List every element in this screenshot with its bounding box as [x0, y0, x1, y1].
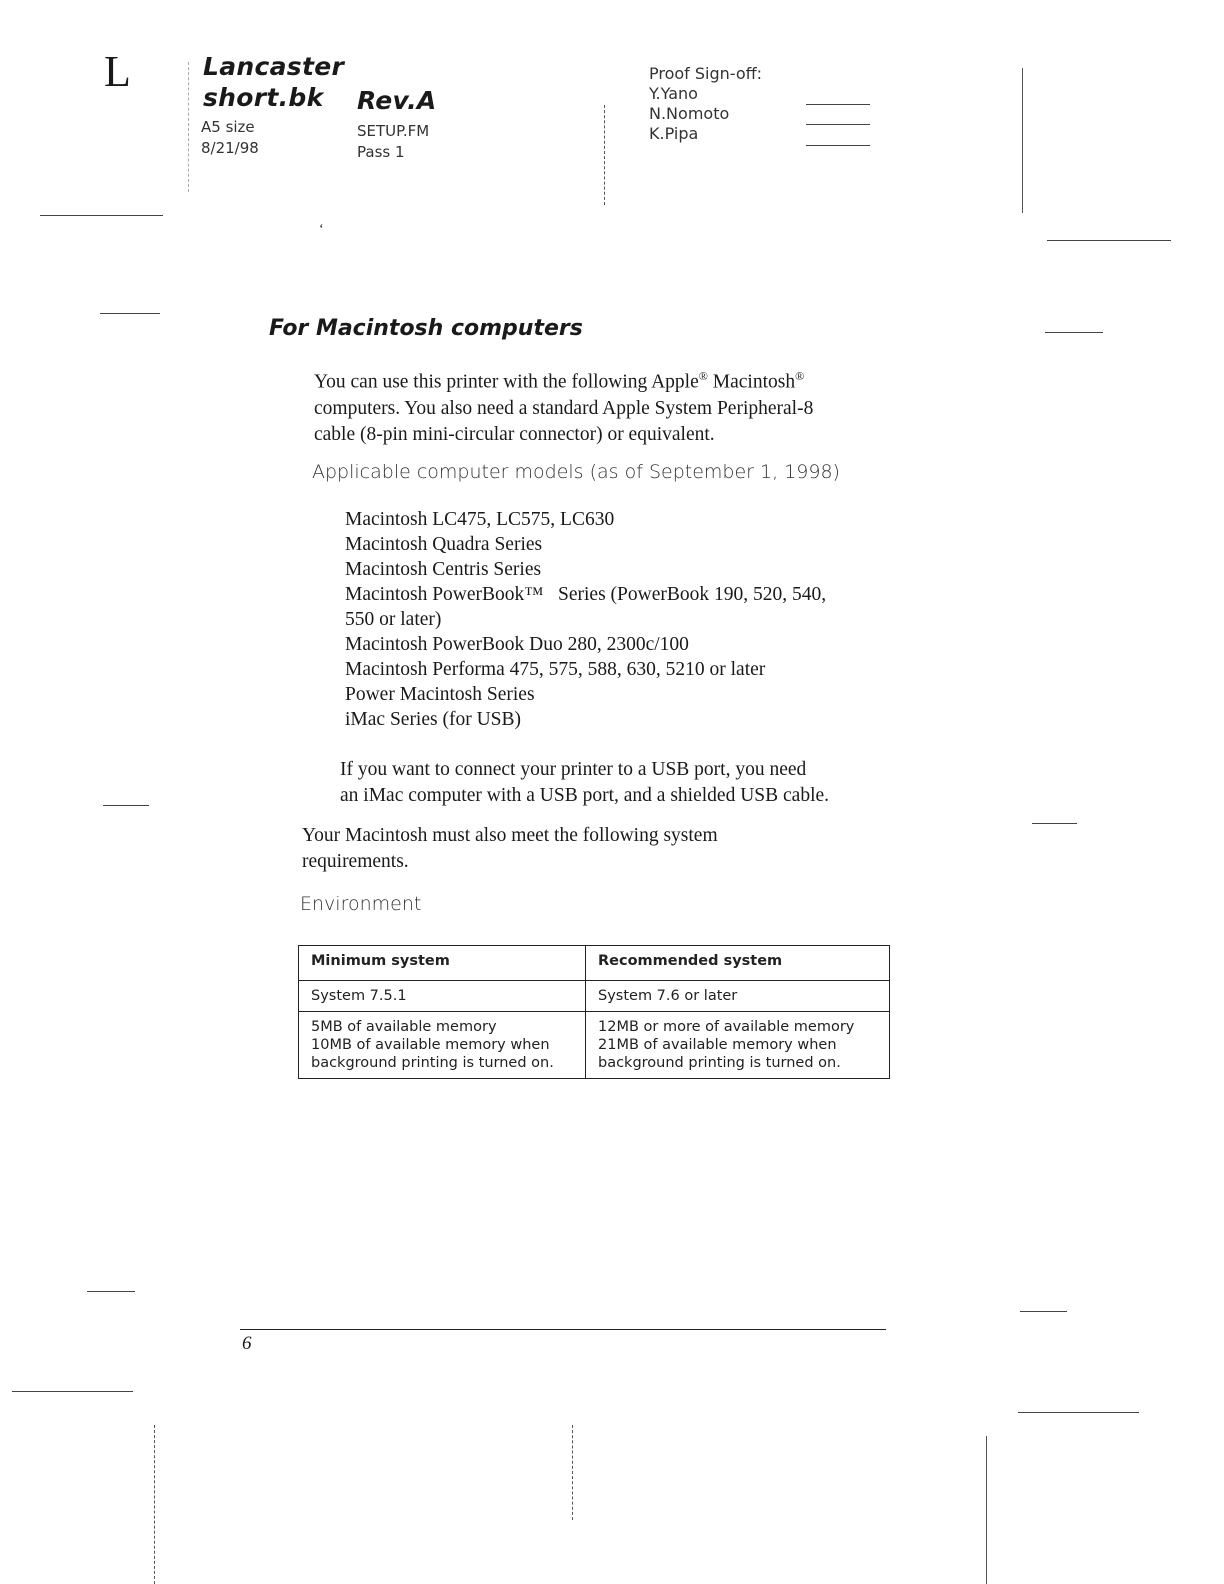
crop-mark	[154, 1425, 155, 1584]
crop-mark	[1032, 823, 1077, 824]
model-item: Power Macintosh Series	[345, 684, 535, 705]
table-row	[299, 1012, 890, 1079]
crop-mark	[1018, 1412, 1139, 1413]
intro-line: You can use this printer with the following Apple® Macintosh®	[314, 369, 805, 393]
cell-line: System 7.6 or later	[598, 988, 738, 1004]
usb-line: If you want to connect your printer to a USB port, you need	[340, 759, 807, 780]
crop-mark	[100, 313, 160, 314]
signoff-line	[806, 124, 870, 125]
model-item: Macintosh PowerBook™ Series (PowerBook 190, 520, 540,	[345, 584, 827, 605]
table-header-recommended: Recommended system	[586, 946, 890, 981]
table-row	[299, 981, 890, 1012]
signoff-line	[806, 145, 870, 146]
proof-name: K.Pipa	[649, 124, 699, 143]
cell-line: 12MB or more of available memory	[598, 1019, 855, 1035]
intro-line: computers. You also need a standard Apple System Peripheral-8	[314, 397, 814, 419]
usb-paragraph	[340, 757, 829, 809]
proof-name: Y.Yano	[649, 84, 698, 103]
model-item: iMac Series (for USB)	[345, 709, 522, 730]
proof-signoff	[649, 64, 762, 144]
proof-label: Proof Sign-off:	[649, 64, 763, 83]
page-number: 6	[242, 1333, 252, 1354]
crop-mark	[1020, 1311, 1067, 1312]
table-header-row	[299, 946, 890, 981]
model-item: Macintosh Performa 475, 575, 588, 630, 5210 or later	[345, 659, 766, 680]
model-item: 550 or later)	[345, 609, 442, 630]
crop-mark	[1047, 240, 1171, 241]
crop-mark	[1045, 332, 1103, 333]
table-cell-recommended	[586, 981, 890, 1012]
crop-mark	[604, 105, 605, 205]
header-book-file: short.bk	[203, 83, 324, 112]
signoff-line	[806, 104, 870, 105]
system-requirements-table	[298, 945, 890, 1079]
table-header-minimum: Minimum system	[299, 946, 586, 981]
crop-mark	[40, 215, 163, 216]
section-title: For Macintosh computers	[269, 316, 583, 341]
header-size: A5 size	[201, 118, 255, 136]
model-item: Macintosh Centris Series	[345, 559, 542, 580]
crop-mark	[986, 1436, 987, 1584]
crop-mark	[188, 62, 189, 192]
header-file: SETUP.FM	[357, 122, 430, 140]
requirements-paragraph	[302, 823, 718, 875]
requirements-line: requirements.	[302, 851, 409, 872]
models-list	[345, 507, 826, 732]
stray-mark: ‘	[319, 222, 324, 237]
cell-line: 10MB of available memory when	[311, 1037, 550, 1053]
footer-rule	[240, 1329, 886, 1330]
crop-mark	[1022, 68, 1023, 213]
crop-mark	[12, 1391, 133, 1392]
crop-mark	[572, 1425, 573, 1520]
header-date: 8/21/98	[201, 139, 259, 157]
intro-paragraph	[314, 363, 813, 448]
header-pass: Pass 1	[357, 143, 405, 161]
usb-line: an iMac computer with a USB port, and a shielded USB cable.	[340, 785, 830, 806]
cell-line: background printing is turned on.	[311, 1055, 554, 1071]
header-revision: Rev.A	[357, 86, 437, 115]
intro-line: cable (8-pin mini-circular connector) or equivalent.	[314, 423, 715, 445]
model-item: Macintosh LC475, LC575, LC630	[345, 509, 615, 530]
model-item: Macintosh Quadra Series	[345, 534, 543, 555]
proof-name: N.Nomoto	[649, 104, 730, 123]
crop-mark	[103, 805, 149, 806]
model-item: Macintosh PowerBook Duo 280, 2300c/100	[345, 634, 689, 655]
header-book-title: Lancaster	[203, 52, 345, 81]
table-cell-minimum	[299, 981, 586, 1012]
cell-line: 21MB of available memory when	[598, 1037, 837, 1053]
crop-mark	[87, 1291, 135, 1292]
models-heading: Applicable computer models (as of September 1, 1998)	[312, 461, 840, 483]
table-cell-minimum	[299, 1012, 586, 1079]
cell-line: background printing is turned on.	[598, 1055, 841, 1071]
environment-heading: Environment	[300, 893, 422, 915]
table-cell-recommended	[586, 1012, 890, 1079]
cell-line: System 7.5.1	[311, 988, 407, 1004]
requirements-line: Your Macintosh must also meet the following system	[302, 825, 718, 846]
margin-letter: L	[104, 47, 131, 96]
cell-line: 5MB of available memory	[311, 1019, 497, 1035]
